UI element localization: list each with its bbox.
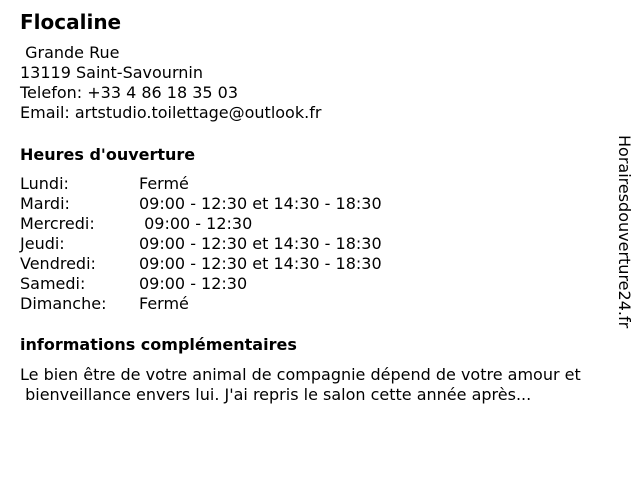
- day-label: Dimanche:: [20, 294, 107, 313]
- business-name: Flocaline: [20, 10, 122, 34]
- time-value: 09:00 - 12:30: [139, 274, 248, 293]
- description-line: bienveillance envers lui. J'ai repris le salon cette année après...: [20, 385, 532, 404]
- contact-block: [20, 43, 321, 123]
- day-label: Jeudi:: [20, 234, 65, 253]
- day-label: Mardi:: [20, 194, 70, 213]
- hours-row-friday: [20, 254, 620, 274]
- hours-row-monday: [20, 174, 620, 194]
- time-value: Fermé: [139, 294, 189, 313]
- day-label: Vendredi:: [20, 254, 96, 273]
- business-description: [20, 365, 632, 405]
- email-address: Email: artstudio.toilettage@outlook.fr: [20, 103, 322, 122]
- day-label: Samedi:: [20, 274, 86, 293]
- time-value: 09:00 - 12:30 et 14:30 - 18:30: [139, 194, 382, 213]
- address-city: 13119 Saint-Savournin: [20, 63, 203, 82]
- info-heading: informations complémentaires: [20, 335, 297, 354]
- hours-row-wednesday: [20, 214, 620, 234]
- time-value: 09:00 - 12:30 et 14:30 - 18:30: [139, 254, 382, 273]
- opening-hours-list: [20, 174, 620, 314]
- time-value: 09:00 - 12:30: [139, 214, 253, 233]
- description-line: Le bien être de votre animal de compagnie dépend de votre amour et: [20, 365, 581, 384]
- hours-row-sunday: [20, 294, 620, 314]
- phone-number: Telefon: +33 4 86 18 35 03: [20, 83, 239, 102]
- hours-row-saturday: [20, 274, 620, 294]
- hours-row-tuesday: [20, 194, 620, 214]
- time-value: 09:00 - 12:30 et 14:30 - 18:30: [139, 234, 382, 253]
- hours-heading: Heures d'ouverture: [20, 145, 196, 164]
- site-watermark: Horairesdouverture24.fr: [615, 135, 634, 329]
- time-value: Fermé: [139, 174, 189, 193]
- address-street: Grande Rue: [20, 43, 120, 62]
- hours-row-thursday: [20, 234, 620, 254]
- day-label: Mercredi:: [20, 214, 95, 233]
- day-label: Lundi:: [20, 174, 69, 193]
